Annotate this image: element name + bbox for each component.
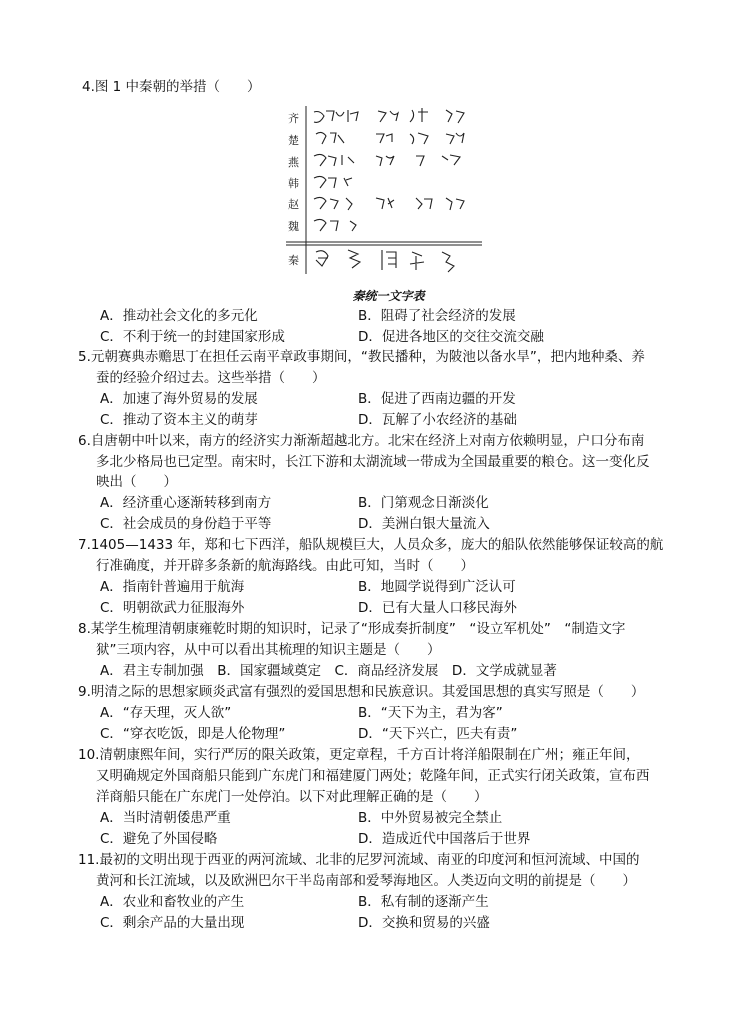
question-9-stem: 9.明清之际的思想家顾炎武富有强烈的爱国思想和民族意识。其爱国思想的真实写照是（ ） [78,684,645,700]
question-8-stem-line-1: 8.某学生梳理清朝康雍乾时期的知识时，记录了“形成奏折制度” “设立军机处” “制造文字 [78,621,626,637]
q10-option-b[interactable]: B．中外贸易被完全禁止 [358,810,503,826]
state-label-wei: 魏 [288,220,299,233]
q5-option-b[interactable]: B．促进了西南边疆的开发 [358,391,516,407]
q9-option-a[interactable]: A．“存天理，灭人欲” [100,705,232,721]
q4-option-a[interactable]: A．推动社会文化的多元化 [100,308,258,324]
state-label-han: 韩 [288,177,299,190]
q4-option-b[interactable]: B．阻碍了社会经济的发展 [358,308,516,324]
q6-option-d[interactable]: D．美洲白银大量流入 [358,516,490,532]
q9-option-c[interactable]: C．“穿衣吃饭，即是人伦物理” [100,726,286,742]
question-11-stem-line-2: 黄河和长江流域，以及欧洲巴尔干半岛南部和爱琴海地区。人类迈向文明的前提是（ ） [96,873,636,889]
q11-option-c[interactable]: C．剩余产品的大量出现 [100,915,245,931]
question-6-stem-line-1: 6.自唐朝中叶以来，南方的经济实力渐渐超越北方。北宋在经济上对南方依赖明显，户口分布南 [78,433,645,449]
state-label-chu: 楚 [288,134,299,147]
q7-option-a[interactable]: A．指南针普遍用于航海 [100,579,245,595]
question-10-stem-line-3: 洋商船只能在广东虎门一处停泊。以下对此理解正确的是（ ） [96,789,488,805]
q4-option-d[interactable]: D．促进各地区的交往交流交融 [358,329,544,345]
question-6-stem-line-2: 多北少格局也已定型。南宋时，长江下游和太湖流域一带成为全国最重要的粮仓。这一变化反 [96,454,650,470]
question-5-stem-line-1: 5.元朝赛典赤赡思丁在担任云南平章政事期间，“教民播种，为陂池以备水旱”，把内地种桑、养 [78,349,645,365]
q7-option-d[interactable]: D．已有大量人口移民海外 [358,600,517,616]
q11-option-d[interactable]: D．交换和贸易的兴盛 [358,915,490,931]
q11-option-b[interactable]: B．私有制的逐渐产生 [358,894,489,910]
question-7-stem-line-1: 7.1405—1433 年，郑和七下西洋，船队规模巨大，人员众多，庞大的船队依然能够保证较高的航 [78,537,664,553]
question-8-stem-line-2: 狱”三项内容，从中可以看出其梳理的知识主题是（ ） [96,642,441,658]
state-label-yan: 燕 [288,156,299,169]
q9-option-d[interactable]: D．“天下兴亡，匹夫有责” [358,726,518,742]
q8-options-inline[interactable]: A．君主专制加强 B．国家疆域奠定 C．商品经济发展 D．文学成就显著 [100,663,557,679]
figure-qin-script-table [286,106,482,276]
question-10-stem-line-2: 又明确规定外国商船只能到广东虎门和福建厦门两处；乾隆年间，正式实行闭关政策，宣布西 [96,768,650,784]
figure-caption: 秦统一文字表 [352,289,425,303]
q6-option-a[interactable]: A．经济重心逐渐转移到南方 [100,495,272,511]
question-7-stem-line-2: 行准确度，并开辟多条新的航海路线。由此可知，当时（ ） [96,558,474,574]
q11-option-a[interactable]: A．农业和畜牧业的产生 [100,894,245,910]
q10-option-c[interactable]: C．避免了外国侵略 [100,831,218,847]
q6-option-c[interactable]: C．社会成员的身份趋于平等 [100,516,272,532]
question-4-stem: 4.图 1 中秦朝的举措（ ） [82,79,261,95]
q5-option-c[interactable]: C．推动了资本主义的萌芽 [100,412,258,428]
q6-option-b[interactable]: B．门第观念日渐淡化 [358,495,489,511]
script-table-diagram [286,106,482,276]
q5-option-d[interactable]: D．瓦解了小农经济的基础 [358,412,517,428]
q10-option-d[interactable]: D．造成近代中国落后于世界 [358,831,531,847]
q7-option-b[interactable]: B．地圆学说得到广泛认可 [358,579,516,595]
q9-option-b[interactable]: B．“天下为主，君为客” [358,705,503,721]
q4-option-c[interactable]: C．不利于统一的封建国家形成 [100,329,285,345]
state-label-zhao: 赵 [288,198,299,211]
q10-option-a[interactable]: A．当时清朝倭患严重 [100,810,231,826]
ancient-script-glyphs [314,108,464,272]
state-label-qin: 秦 [288,254,299,267]
question-5-stem-line-2: 蚕的经验介绍过去。这些举措（ ） [96,370,326,386]
question-11-stem-line-1: 11.最初的文明出现于西亚的两河流域、北非的尼罗河流域、南亚的印度河和恒河流域、中国的 [78,852,640,868]
question-6-stem-line-3: 映出（ ） [96,474,177,490]
state-label-qi: 齐 [288,112,299,125]
question-10-stem-line-1: 10.清朝康熙年间，实行严厉的限关政策，更定章程，千方百计将洋船限制在广州；雍正年间， [78,747,640,763]
q7-option-c[interactable]: C．明朝欲武力征服海外 [100,600,245,616]
q5-option-a[interactable]: A．加速了海外贸易的发展 [100,391,258,407]
